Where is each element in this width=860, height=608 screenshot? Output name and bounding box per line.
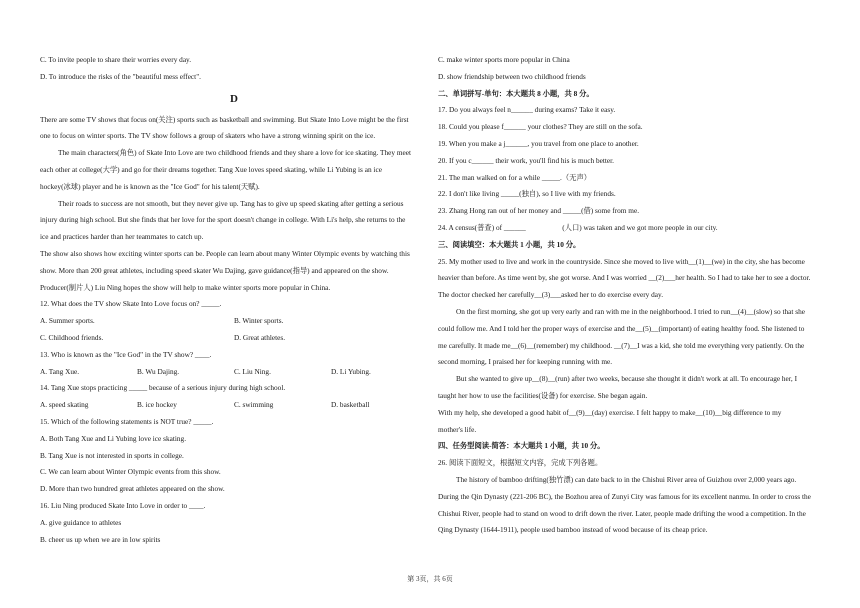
question-14: 14. Tang Xue stops practicing _____ because of a serious injury during high school. xyxy=(40,383,286,393)
text-line: Producer(制片人) Liu Ning hopes the show will help to make winter sports more popular in China. xyxy=(40,282,331,292)
question-26: 26. 阅读下面短文，根据短文内容，完成下列各题。 xyxy=(438,458,603,468)
cloze-paragraph-3 xyxy=(438,371,822,438)
question-12: 12. What does the TV show Skate Into Love focus on? _____. xyxy=(40,299,222,309)
text-line: second morning, I praised her for keeping running with me. xyxy=(438,357,613,367)
option-c: C. Childhood friends. xyxy=(40,332,104,342)
section-d-title: D xyxy=(230,92,238,105)
option-d: D. More than two hundred great athletes appeared on the show. xyxy=(40,484,225,494)
text-line: The main characters(角色) of Skate Into Love are two childhood friends and they share a love for ice skating. They meet xyxy=(58,148,412,158)
right-column xyxy=(438,52,822,539)
spelling-question-20: 20. If you c______ their work, you'll find his is much better. xyxy=(438,155,615,165)
text-line: could follow me. And I told her the proper ways of exercise and the__(5)__(important) of eating healthy food. She listened to xyxy=(438,323,805,333)
spelling-question-23: 23. Zhang Hong ran out of her money and _____(借) some from me. xyxy=(438,206,640,216)
paragraph-2 xyxy=(40,145,428,195)
text-line: 25. My mother used to live and work in the countryside. Since she moved to live with__(1)__(we) in the city, she has become xyxy=(438,256,805,266)
text-line: On the first morning, she got up very early and ran with me in the neighborhood. I tried to run__(4)__(slow) so that she xyxy=(456,306,805,316)
spelling-question-19: 19. When you make a j______, you travel from one place to another. xyxy=(438,138,639,148)
q13-options xyxy=(40,364,428,381)
text-line: The history of bamboo drifting(独竹漂) can date back to in the Chishui River area of Guizhou over 2,000 years ago. xyxy=(456,474,797,484)
text-line: injury during high school. But she finds that her love for the sport doesn't change in college. With Li's help, she returns to the xyxy=(40,215,406,225)
text-line: But she wanted to give up__(8)__(run) after two weeks, because she thought it didn't work at all. To encourage her, I xyxy=(456,374,798,384)
option-c: C. swimming xyxy=(234,400,274,410)
option-b: B. Tang Xue is not interested in sports in college. xyxy=(40,450,184,460)
q14-options xyxy=(40,397,428,414)
spelling-question-22: 22. I don't like living _____(独自), so I live with my friends. xyxy=(438,189,616,199)
text-line: The doctor checked her carefully__(3)___asked her to do exercise every day. xyxy=(438,290,664,300)
option-b: B. ice hockey xyxy=(137,400,177,410)
option-c: C. Liu Ning. xyxy=(234,366,271,376)
option-d: D. basketball xyxy=(331,400,370,410)
paragraph-4 xyxy=(40,246,428,296)
section-4-title: 四、任务型阅读-简答：本大题共 1 小题，共 10 分。 xyxy=(438,441,605,451)
text-line: one to focus on winter sports. The TV show follows a group of skaters who have a strong winning spirit on the ice. xyxy=(40,131,376,141)
question-16: 16. Liu Ning produced Skate Into Love in order to ____. xyxy=(40,500,206,510)
question-15: 15. Which of the following statements is NOT true? _____. xyxy=(40,416,214,426)
option-a: A. give guidance to athletes xyxy=(40,517,122,527)
option-line: D. To introduce the risks of the "beautiful mess effect". xyxy=(40,71,202,81)
text-line: Qing Dynasty (1644-1911), people used bamboo instead of wood because of its cheap price. xyxy=(438,525,708,535)
option-b: B. Winter sports. xyxy=(234,316,284,326)
option-c: C. make winter sports more popular in China xyxy=(438,55,570,64)
spelling-question-24: 24. A census(普查) of ______ (人口) was taken and we got more people in our city. xyxy=(438,222,718,232)
page-number: 第 3页，共 6页 xyxy=(407,575,453,583)
option-a: A. Summer sports. xyxy=(40,316,95,326)
q12-options-row-2 xyxy=(40,330,428,347)
cloze-paragraph-2 xyxy=(438,304,822,371)
passage xyxy=(438,472,822,539)
text-line: each other at college(大学) and go for their dreams together. Tang Xue loves speed skating, while Li Yubing is an ice xyxy=(40,164,382,174)
paragraph-3 xyxy=(40,196,428,246)
text-line: heavier than before. As time went by, she got worse. And I was worried __(2)___her health. So I had to take her to see a doctor. xyxy=(438,273,811,283)
option-b: B. cheer us up when we are in low spirits xyxy=(40,534,161,544)
text-line: Chishui River, people had to stand on wood to drift down the river. Later, people made drifting the wood a competition. In the xyxy=(438,508,806,518)
text-line: The show also shows how exciting winter sports can be. People can learn about many Winter Olympic events by watching this xyxy=(40,248,410,258)
q12-options-row-1 xyxy=(40,313,428,330)
paragraph-1 xyxy=(40,112,428,146)
option-b: B. Wu Dajing. xyxy=(137,366,180,376)
text-line: me carefully. It made me__(6)__(remember) my childhood. __(7)__I was a kid, she told me everything very patiently. On the xyxy=(438,340,805,350)
text-line: There are some TV shows that focus on(关注) sports such as basketball and swimming. But Skate Into Love might be the first xyxy=(40,114,409,124)
question-13: 13. Who is known as the "Ice God" in the TV show? ____. xyxy=(40,349,212,359)
spelling-question-21: 21. The man walked on for a while _____.（无声） xyxy=(438,172,592,182)
option-d: D. Great athletes. xyxy=(234,332,286,342)
text-line: mother's life. xyxy=(438,424,477,434)
option-line: C. To invite people to share their worries every day. xyxy=(40,55,192,64)
spelling-question-17: 17. Do you always feel n______ during exams? Take it easy. xyxy=(438,105,616,115)
option-a: A. Both Tang Xue and Li Yubing love ice skating. xyxy=(40,433,187,443)
option-c: C. We can learn about Winter Olympic events from this show. xyxy=(40,467,221,477)
option-a: A. Tang Xue. xyxy=(40,366,80,376)
text-line: Their roads to success are not smooth, but they never give up. Tang has to give up speed skating after getting a serious xyxy=(58,198,404,208)
text-line: ice and practices harder than her teammates to catch up. xyxy=(40,232,204,242)
text-line: taught her how to use the facilities(设备) for exercise. She began again. xyxy=(438,390,648,400)
section-3-title: 三、阅读填空：本大题共 1 小题，共 10 分。 xyxy=(438,239,581,249)
section-2-title: 二、单词拼写-单句：本大题共 8 小题，共 8 分。 xyxy=(438,88,594,98)
text-line: With my help, she developed a good habit of__(9)__(day) exercise. I felt happy to make__(10)__big difference to my xyxy=(438,407,782,417)
spelling-question-18: 18. Could you please f______ your clothes? They are still on the sofa. xyxy=(438,122,643,132)
text-line: show. More than 200 great athletes, including speed skater Wu Dajing, gave guidance(指导) and appeared on the show. xyxy=(40,265,389,275)
left-column xyxy=(40,52,428,548)
text-line: hockey(冰球) player and he is known as the "Ice God" for his talent(天赋). xyxy=(40,181,260,191)
option-d: D. Li Yubing. xyxy=(331,366,371,376)
cloze-paragraph-1 xyxy=(438,254,822,304)
text-line: During the Qin Dynasty (221-206 BC), the Bozhou area of Zunyi City was famous for its excellent nanmu. In order to cross the xyxy=(438,491,811,501)
option-a: A. speed skating xyxy=(40,400,89,410)
option-d: D. show friendship between two childhood friends xyxy=(438,71,586,81)
